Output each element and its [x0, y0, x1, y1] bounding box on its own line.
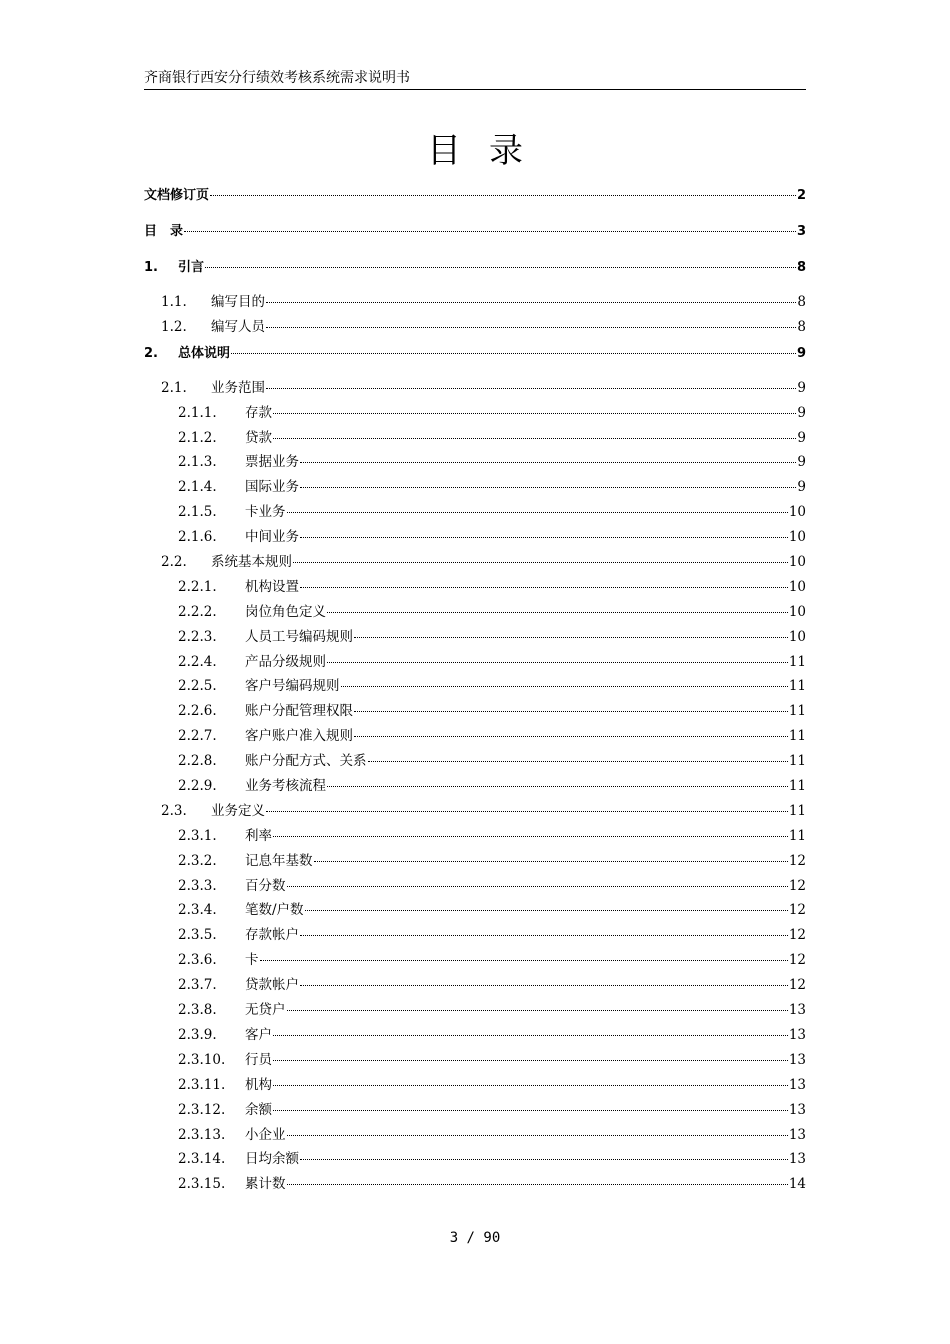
- toc-entry[interactable]: [144, 1023, 806, 1048]
- header-title: [144, 67, 410, 87]
- toc-entry-number: 2.2.4.: [178, 653, 217, 670]
- toc-entry-number: 2.1.4.: [178, 479, 217, 496]
- toc-entry-page: 11: [788, 653, 806, 670]
- toc-entry-page: 9: [797, 454, 806, 471]
- toc-entry-page: 13: [788, 1002, 806, 1019]
- toc-entry-label: 卡: [245, 952, 259, 969]
- toc-entry[interactable]: [144, 1147, 806, 1172]
- toc-entry-page: 9: [797, 479, 806, 496]
- toc-dot-leader: [354, 623, 788, 638]
- toc-dot-leader: [266, 313, 796, 328]
- toc-entry-number: 2.2.7.: [178, 728, 217, 745]
- toc-dot-leader: [300, 449, 796, 464]
- toc-entry[interactable]: [144, 290, 806, 315]
- toc-dot-leader: [305, 897, 788, 912]
- toc-entry[interactable]: [144, 948, 806, 973]
- toc-entry[interactable]: [144, 550, 806, 575]
- toc-dot-leader: [368, 748, 788, 763]
- toc-dot-leader: [273, 1071, 788, 1086]
- toc-dot-leader: [300, 972, 788, 987]
- toc-dot-leader: [300, 524, 788, 539]
- toc-entry-label: 存款: [245, 404, 272, 421]
- toc-entry-page: 12: [788, 952, 806, 969]
- toc-dot-leader: [327, 648, 788, 663]
- toc-entry-number: 1.1.: [161, 294, 187, 310]
- toc-entry-number: 2.1.6.: [178, 529, 217, 546]
- toc-entry[interactable]: [144, 218, 806, 254]
- toc-entry-page: 9: [796, 345, 806, 361]
- toc-entry-label: 引言: [178, 260, 205, 275]
- toc-entry-number: 2.2.8.: [178, 753, 217, 770]
- toc-entry-number: 2.3.: [161, 802, 187, 819]
- toc-entry-label: 累计数: [245, 1176, 286, 1193]
- toc-entry-label: 业务考核流程: [245, 778, 326, 795]
- toc-dot-leader: [287, 997, 788, 1012]
- toc-dot-leader: [287, 1121, 788, 1136]
- toc-entry[interactable]: [144, 1048, 806, 1073]
- toc-entry-number: 2.1.2.: [178, 429, 217, 446]
- toc-entry[interactable]: [144, 254, 806, 290]
- toc-entry-number: 2.2.: [161, 554, 187, 571]
- toc-entry-number: 2.2.6.: [178, 703, 217, 720]
- toc-entry-page: 13: [788, 1126, 806, 1143]
- toc-entry-number: 2.3.8.: [178, 1002, 217, 1019]
- toc-entry-label: 利率: [245, 827, 272, 844]
- toc-entry-number: 2.2.3.: [178, 628, 217, 645]
- toc-dot-leader: [287, 499, 788, 514]
- toc-entry-page: 2: [796, 188, 806, 203]
- toc-dot-leader: [273, 1096, 788, 1111]
- toc-entry[interactable]: [144, 450, 806, 475]
- toc-entry-number: 2.1.3.: [178, 454, 217, 471]
- toc-entry[interactable]: [144, 182, 806, 218]
- toc-dot-leader: [354, 698, 788, 713]
- toc-dot-leader: [300, 573, 788, 588]
- toc-entry-number: 2.3.2.: [178, 852, 217, 869]
- toc-entry-number: 2.3.6.: [178, 952, 217, 969]
- toc-entry-label: 编写人员: [211, 318, 265, 335]
- toc-dot-leader: [273, 399, 796, 414]
- toc-dot-leader: [273, 424, 796, 439]
- toc-entry[interactable]: [144, 401, 806, 426]
- toc-dot-leader: [327, 598, 788, 613]
- toc-entry[interactable]: [144, 874, 806, 899]
- toc-entry-number: 2.3.5.: [178, 927, 217, 944]
- toc-entry-page: 13: [788, 1076, 806, 1093]
- toc-entry-page: 13: [788, 1026, 806, 1043]
- toc-entry[interactable]: [144, 774, 806, 799]
- toc-entry-page: 10: [788, 628, 806, 645]
- toc-entry-label: 客户号编码规则: [245, 678, 340, 695]
- toc-entry-number: 2.: [144, 345, 158, 361]
- toc-entry-label: 目 录: [144, 224, 184, 239]
- toc-dot-leader: [300, 474, 796, 489]
- toc-entry-number: 2.1.1.: [178, 404, 217, 421]
- toc-entry-page: 10: [788, 603, 806, 620]
- toc-dot-leader: [266, 374, 796, 389]
- toc-entry-label: 中间业务: [245, 529, 299, 546]
- toc-entry[interactable]: [144, 575, 806, 600]
- toc-entry[interactable]: [144, 923, 806, 948]
- toc-entry-label: 无贷户: [245, 1002, 286, 1019]
- toc-entry-label: 编写目的: [211, 294, 265, 310]
- toc-dot-leader: [293, 549, 788, 564]
- header-title-part-a: 齐商银行西安分行绩效考核: [144, 70, 312, 86]
- toc-entry[interactable]: [144, 340, 806, 376]
- toc-entry-page: 12: [788, 902, 806, 919]
- toc-dot-leader: [354, 723, 788, 738]
- toc-entry-page: 10: [788, 504, 806, 521]
- toc-dot-leader: [327, 773, 788, 788]
- toc-dot-leader: [300, 922, 788, 937]
- toc-entry-label: 余额: [245, 1101, 272, 1118]
- toc-entry-label: 存款帐户: [245, 927, 299, 944]
- toc-entry-page: 11: [788, 678, 806, 695]
- toc-entry[interactable]: [144, 824, 806, 849]
- toc-entry-label: 机构设置: [245, 578, 299, 595]
- toc-entry-page: 13: [788, 1151, 806, 1168]
- toc-entry-page: 9: [797, 379, 806, 396]
- toc-entry-label: 笔数/户数: [245, 902, 304, 919]
- toc-entry-label: 机构: [245, 1076, 272, 1093]
- toc-dot-leader: [287, 1171, 788, 1186]
- toc-entry-number: 2.2.5.: [178, 678, 217, 695]
- toc-entry-label: 人员工号编码规则: [245, 628, 353, 645]
- toc-entry-label: 账户分配管理权限: [245, 703, 353, 720]
- toc-entry-page: 14: [788, 1176, 806, 1193]
- toc-entry-page: 11: [788, 703, 806, 720]
- toc-entry-label: 百分数: [245, 877, 286, 894]
- toc-entry-label: 小企业: [245, 1126, 286, 1143]
- toc-entry-number: 2.3.3.: [178, 877, 217, 894]
- toc-entry-label: 国际业务: [245, 479, 299, 496]
- toc-entry[interactable]: [144, 525, 806, 550]
- toc-entry[interactable]: [144, 315, 806, 340]
- toc-entry[interactable]: [144, 699, 806, 724]
- toc-entry-page: 12: [788, 852, 806, 869]
- toc-entry-label: 贷款: [245, 429, 272, 446]
- toc-entry-label: 客户: [245, 1026, 272, 1043]
- toc-entry-label: 记息年基数: [245, 852, 313, 869]
- toc-entry[interactable]: [144, 1172, 806, 1197]
- toc-entry-number: 2.3.15.: [178, 1176, 226, 1193]
- toc-entry-number: 2.1.: [161, 379, 187, 396]
- toc-entry[interactable]: [144, 500, 806, 525]
- toc-entry-page: 8: [796, 260, 806, 275]
- toc-entry-label: 文档修订页: [144, 188, 210, 203]
- toc-entry-number: 2.1.5.: [178, 504, 217, 521]
- toc-entry-number: 2.3.13.: [178, 1126, 226, 1143]
- toc-entry-page: 12: [788, 977, 806, 994]
- toc-entry-number: 2.2.1.: [178, 578, 217, 595]
- toc-entry[interactable]: [144, 475, 806, 500]
- toc-entry-number: 2.2.9.: [178, 778, 217, 795]
- toc-dot-leader: [341, 673, 788, 688]
- toc-entry-page: 11: [788, 827, 806, 844]
- toc-dot-leader: [287, 872, 788, 887]
- toc-entry-label: 票据业务: [245, 454, 299, 471]
- toc-entry-page: 10: [788, 578, 806, 595]
- toc-entry-page: 13: [788, 1051, 806, 1068]
- toc-dot-leader: [260, 947, 788, 962]
- toc-entry-page: 10: [788, 554, 806, 571]
- toc-entry-label: 系统基本规则: [211, 554, 292, 571]
- toc-entry[interactable]: [144, 849, 806, 874]
- table-of-contents: [144, 182, 806, 1197]
- toc-entry-page: 8: [797, 294, 806, 310]
- toc-entry-page: 11: [788, 778, 806, 795]
- toc-entry-number: 2.3.10.: [178, 1051, 226, 1068]
- toc-entry[interactable]: [144, 749, 806, 774]
- toc-entry-label: 贷款帐户: [245, 977, 299, 994]
- toc-entry-page: 13: [788, 1101, 806, 1118]
- toc-dot-leader: [266, 289, 796, 304]
- toc-entry-label: 产品分级规则: [245, 653, 326, 670]
- toc-entry[interactable]: [144, 998, 806, 1023]
- toc-dot-leader: [266, 797, 788, 812]
- toc-entry-page: 12: [788, 927, 806, 944]
- toc-entry[interactable]: [144, 973, 806, 998]
- toc-dot-leader: [210, 182, 796, 196]
- toc-entry-number: 1.2.: [161, 318, 187, 335]
- toc-entry-number: 2.3.7.: [178, 977, 217, 994]
- toc-entry-label: 账户分配方式、关系: [245, 753, 367, 770]
- toc-entry[interactable]: [144, 1098, 806, 1123]
- toc-entry-number: 2.3.1.: [178, 827, 217, 844]
- toc-entry-number: 2.3.4.: [178, 902, 217, 919]
- toc-dot-leader: [300, 1146, 788, 1161]
- header-title-part-b: 系统需求说明书: [312, 70, 410, 86]
- toc-entry-number: 2.2.2.: [178, 603, 217, 620]
- toc-entry-page: 10: [788, 529, 806, 546]
- page-number: 3 / 90: [449, 1230, 501, 1246]
- toc-entry-label: 业务定义: [211, 802, 265, 819]
- toc-entry[interactable]: [144, 674, 806, 699]
- toc-entry-number: 2.3.9.: [178, 1026, 217, 1043]
- toc-entry-label: 岗位角色定义: [245, 603, 326, 620]
- toc-entry[interactable]: [144, 898, 806, 923]
- toc-dot-leader: [184, 218, 796, 232]
- toc-dot-leader: [273, 822, 788, 837]
- toc-entry-number: 2.3.11.: [178, 1076, 226, 1093]
- toc-entry[interactable]: [144, 625, 806, 650]
- toc-entry-page: 11: [788, 753, 806, 770]
- toc-entry-label: 日均余额: [245, 1151, 299, 1168]
- toc-entry-label: 客户账户准入规则: [245, 728, 353, 745]
- toc-entry[interactable]: [144, 650, 806, 675]
- toc-entry-page: 11: [788, 728, 806, 745]
- toc-entry-label: 行员: [245, 1051, 272, 1068]
- toc-entry-page: 9: [797, 429, 806, 446]
- toc-entry[interactable]: [144, 1123, 806, 1148]
- toc-entry-page: 11: [788, 802, 806, 819]
- toc-entry-label: 卡业务: [245, 504, 286, 521]
- toc-dot-leader: [231, 340, 796, 354]
- toc-dot-leader: [273, 1046, 788, 1061]
- toc-dot-leader: [314, 847, 788, 862]
- toc-entry-number: 2.3.12.: [178, 1101, 226, 1118]
- toc-entry-number: 1.: [144, 260, 158, 275]
- toc-entry-page: 9: [797, 404, 806, 421]
- page-header: [144, 68, 806, 90]
- toc-entry[interactable]: [144, 1073, 806, 1098]
- toc-entry[interactable]: [144, 376, 806, 401]
- toc-entry-label: 总体说明: [178, 345, 231, 361]
- toc-entry[interactable]: [144, 724, 806, 749]
- toc-entry-page: 12: [788, 877, 806, 894]
- toc-entry-page: 3: [796, 224, 806, 239]
- toc-entry[interactable]: [144, 600, 806, 625]
- toc-entry[interactable]: [144, 799, 806, 824]
- toc-dot-leader: [273, 1021, 788, 1036]
- toc-entry-page: 8: [797, 318, 806, 335]
- page-title: 目录: [427, 131, 551, 171]
- toc-dot-leader: [205, 254, 796, 268]
- toc-entry[interactable]: [144, 426, 806, 451]
- toc-entry-number: 2.3.14.: [178, 1151, 226, 1168]
- toc-entry-label: 业务范围: [211, 379, 265, 396]
